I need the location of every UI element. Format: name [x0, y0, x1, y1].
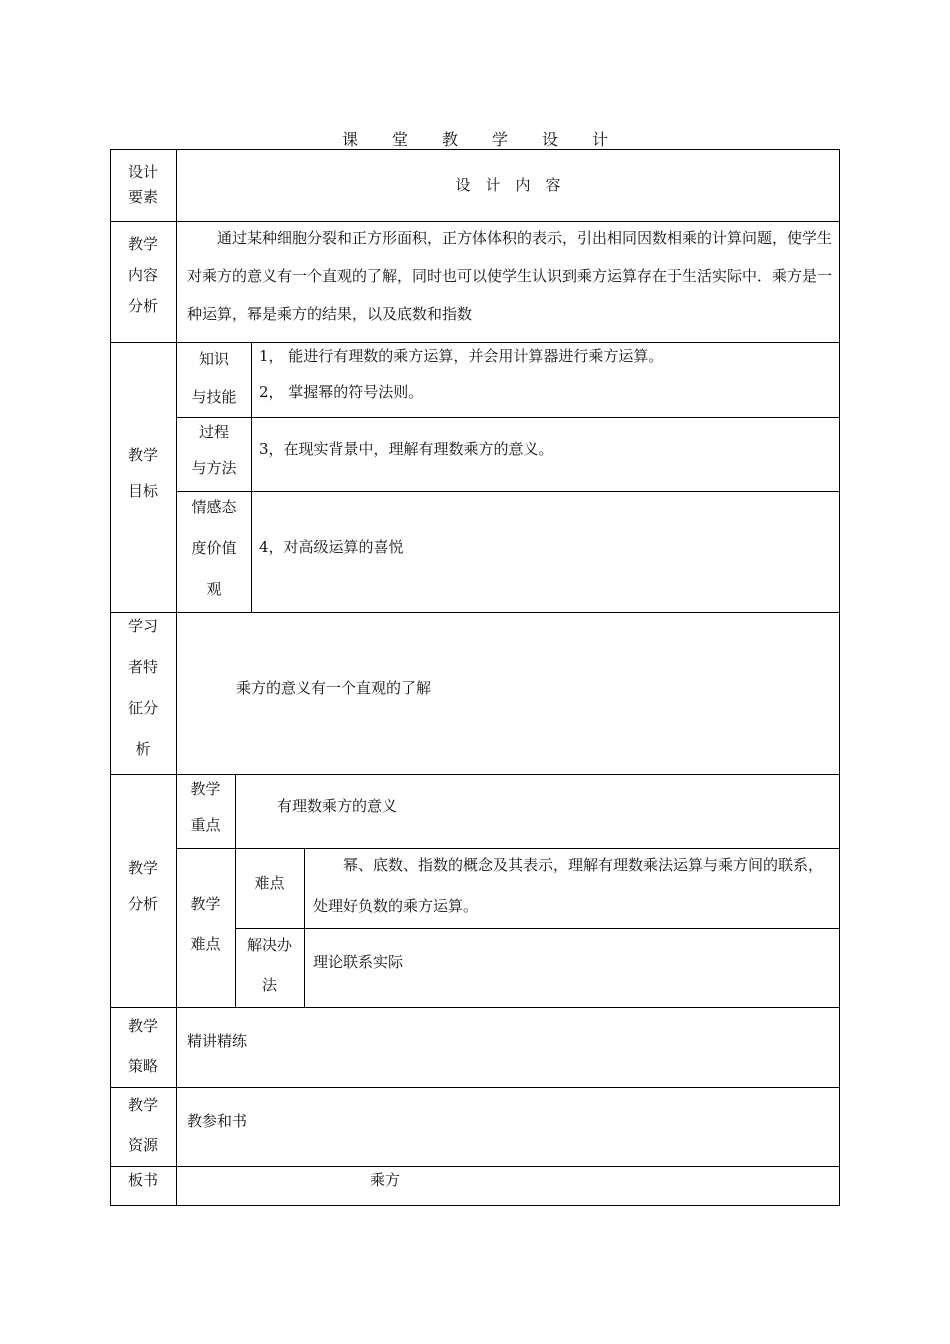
label-line: 重点 [190, 816, 221, 834]
attitude-item: 4，对高级运算的喜悦 [259, 538, 404, 556]
label-line: 资源 [127, 1136, 158, 1154]
label-line: 情感态 [191, 498, 237, 516]
label-line: 教学 [127, 446, 158, 464]
knowledge-label [176, 340, 252, 416]
goals-label [110, 437, 176, 509]
table-border-top [110, 149, 840, 150]
difficulty-text: 幂、底数、指数的概念及其表示，理解有理数乘法运算与乘方间的联系，处理好负数的乘方运算。 [313, 856, 824, 915]
label-line: 解决办 [246, 936, 292, 954]
header-label-line: 要素 [127, 188, 158, 206]
board-label: 板书 [127, 1171, 158, 1189]
row-divider [110, 1166, 840, 1167]
page-title [110, 127, 840, 150]
label-line: 教学 [127, 859, 158, 877]
solution-label [235, 925, 304, 1005]
label-line: 析 [135, 740, 151, 758]
learner-label [110, 606, 176, 770]
label-line: 分析 [127, 297, 158, 315]
label-line: 教学 [190, 780, 221, 798]
table-border-bottom [110, 1205, 840, 1206]
difficulty-sub-label: 难点 [254, 874, 285, 892]
board-text: 乘方 [370, 1171, 401, 1189]
label-line: 策略 [127, 1057, 158, 1075]
solution-text: 理论联系实际 [313, 953, 404, 971]
label-column-divider [176, 149, 177, 1206]
label-line: 内容 [127, 266, 158, 284]
analysis-label [110, 850, 176, 922]
content-analysis-text: 通过某种细胞分裂和正方形面积，正方体体积的表示，引出相同因数相乘的计算问题，使学生对乘方的意义有一个直观的了解，同时也可以使学生认识到乘方运算存在于生活实际中．乘方是一种运算，幂是乘方的结果，以及底数和指数 [187, 229, 833, 323]
label-line: 法 [261, 976, 277, 994]
key-point-text: 有理数乘方的意义 [277, 797, 398, 815]
label-line: 度价值 [191, 539, 237, 557]
attitude-label [176, 487, 252, 610]
strategy-text: 精讲精练 [187, 1032, 248, 1050]
content-analysis-label [110, 229, 176, 322]
process-label [176, 414, 252, 486]
row-divider [110, 1087, 840, 1088]
label-line: 与方法 [191, 459, 237, 477]
title-char: 教 [441, 130, 458, 149]
process-item: 3，在现实背景中，理解有理数乘方的意义。 [259, 440, 554, 458]
title-char: 课 [341, 130, 358, 149]
resources-text: 教参和书 [187, 1112, 248, 1130]
content-column-title: 设 计 内 容 [455, 176, 561, 194]
difficulty-label [176, 884, 235, 964]
label-line: 教学 [127, 235, 158, 253]
title-char: 堂 [391, 130, 408, 149]
label-line: 者特 [127, 658, 158, 676]
label-line: 过程 [198, 423, 229, 441]
goal-item: 2， 掌握幂的符号法则。 [259, 383, 424, 401]
label-line: 与技能 [191, 388, 237, 406]
label-line: 观 [206, 580, 222, 598]
label-line: 难点 [190, 935, 221, 953]
label-line: 学习 [127, 617, 158, 635]
analysis-row-divider-2 [235, 928, 840, 929]
resources-label [110, 1085, 176, 1165]
goals-row-divider [176, 417, 840, 418]
title-char: 计 [592, 130, 609, 149]
learner-text: 乘方的意义有一个直观的了解 [236, 679, 432, 697]
label-line: 教学 [127, 1017, 158, 1035]
header-label-line: 设计 [127, 163, 158, 181]
title-char: 设 [542, 130, 559, 149]
goals-row-divider [176, 491, 840, 492]
row-divider [110, 1007, 840, 1008]
row-divider [110, 612, 840, 613]
strategy-label [110, 1006, 176, 1086]
knowledge-items [259, 338, 834, 410]
label-line: 知识 [198, 350, 229, 368]
goal-item: 1， 能进行有理数的乘方运算，并会用计算器进行乘方运算。 [259, 347, 664, 365]
title-char: 学 [492, 130, 509, 149]
label-line: 征分 [127, 699, 158, 717]
header-label [110, 160, 176, 210]
label-line: 教学 [190, 895, 221, 913]
label-line: 教学 [127, 1096, 158, 1114]
label-line: 分析 [127, 895, 158, 913]
key-point-label [176, 771, 235, 843]
label-line: 目标 [127, 482, 158, 500]
table-border-right [839, 149, 840, 1206]
